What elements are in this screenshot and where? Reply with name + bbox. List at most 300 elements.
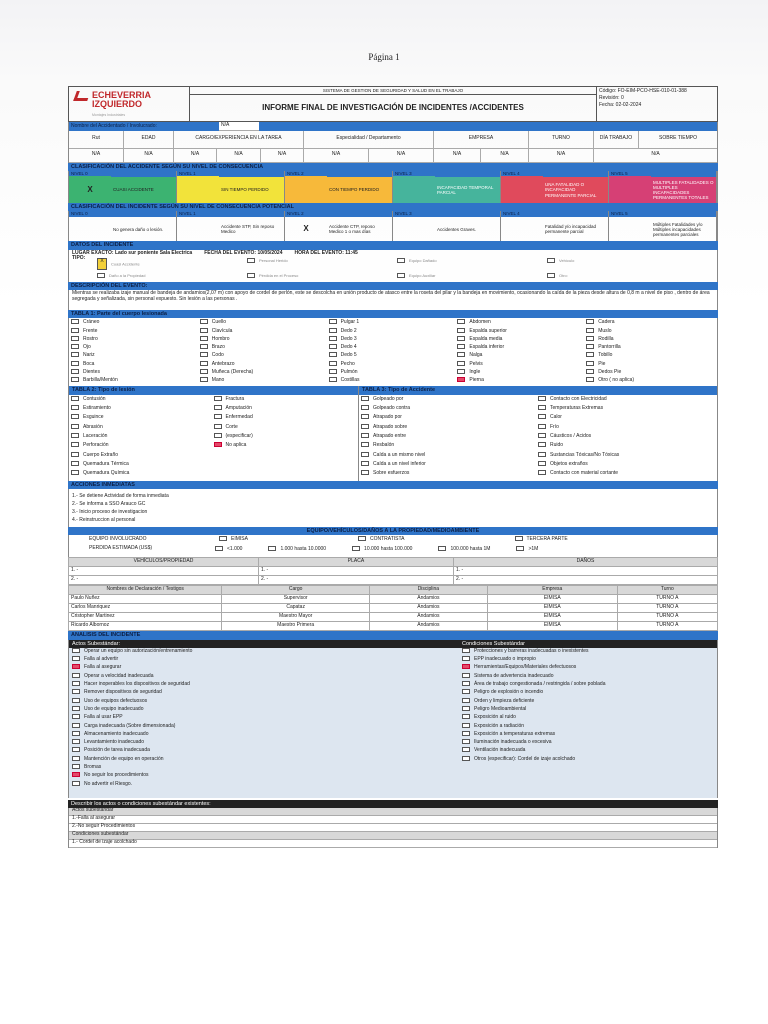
level-mark (501, 176, 543, 203)
list-item[interactable] (462, 664, 714, 672)
checkbox[interactable] (72, 706, 80, 711)
action-item: 2.- Se informa a SSO Arauco GC (72, 500, 146, 507)
check-item[interactable] (71, 461, 214, 469)
checkbox[interactable] (462, 689, 470, 694)
checkbox[interactable] (457, 369, 465, 374)
checkbox[interactable] (71, 470, 79, 475)
option-label: Pérdida en el Proceso (259, 272, 299, 278)
check-item[interactable] (71, 377, 200, 385)
checkbox[interactable] (361, 433, 369, 438)
list-item[interactable] (462, 673, 714, 681)
checkbox[interactable] (457, 352, 465, 357)
item-label: Dientes (83, 368, 100, 375)
checkbox[interactable] (586, 369, 594, 374)
list-item[interactable] (72, 772, 456, 780)
checkbox[interactable] (462, 656, 470, 661)
checkbox[interactable] (214, 414, 222, 419)
checkbox[interactable] (71, 433, 79, 438)
report-title: INFORME FINAL DE INVESTIGACIÓN DE INCIDENTES /ACCIDENTES (262, 103, 524, 113)
opt-tercera[interactable]: TERCERA PARTE (515, 536, 568, 543)
check-item[interactable] (200, 352, 329, 360)
checkbox[interactable] (361, 405, 369, 410)
checkbox[interactable] (247, 258, 255, 263)
opt-contratista[interactable]: CONTRATISTA (358, 536, 405, 543)
checkbox[interactable] (457, 319, 465, 324)
item-label: Uso de equipo inadecuado (84, 705, 144, 712)
check-item[interactable] (329, 377, 458, 385)
checkbox[interactable] (71, 352, 79, 357)
checkbox[interactable] (72, 698, 80, 703)
list-item[interactable] (462, 756, 714, 764)
check-item[interactable] (329, 369, 458, 377)
checkbox[interactable] (361, 452, 369, 457)
list-item[interactable] (72, 731, 456, 739)
loss-range-option[interactable] (352, 546, 412, 553)
check-item[interactable] (586, 377, 715, 385)
checkbox[interactable]: X (97, 258, 107, 270)
list-item[interactable] (462, 714, 714, 722)
checkbox[interactable] (462, 681, 470, 686)
list-item[interactable] (72, 681, 456, 689)
checkbox[interactable] (586, 336, 594, 341)
list-item[interactable] (462, 723, 714, 731)
check-item[interactable] (71, 424, 214, 432)
check-item[interactable] (538, 433, 715, 441)
loss-range-option[interactable] (268, 546, 326, 553)
level-block-2 (285, 171, 393, 203)
checkbox[interactable] (268, 546, 276, 551)
list-item[interactable] (72, 781, 456, 789)
check-item[interactable] (214, 442, 357, 450)
witness-header: Disciplina (369, 586, 487, 595)
check-item[interactable] (457, 377, 586, 385)
item-label: Caída a un nivel inferior (373, 460, 426, 467)
checkbox[interactable] (462, 756, 470, 761)
level-block-3 (393, 171, 501, 203)
checkbox[interactable] (329, 319, 337, 324)
list-item[interactable] (462, 698, 714, 706)
checkbox[interactable] (538, 424, 546, 429)
check-item[interactable] (538, 470, 715, 478)
checkbox[interactable] (72, 756, 80, 761)
checkbox[interactable] (214, 424, 222, 429)
hdr-especialidad: Especialidad / Departamento (304, 131, 434, 149)
checkbox[interactable] (71, 442, 79, 447)
item-label: Falla al advertir (84, 656, 119, 662)
checkbox[interactable] (214, 396, 222, 401)
checkbox[interactable] (586, 319, 594, 324)
checkbox[interactable] (215, 546, 223, 551)
check-item[interactable] (71, 361, 200, 369)
checkbox[interactable] (361, 396, 369, 401)
checkbox[interactable] (586, 377, 594, 382)
describe-row: 1.-Falla al asegurar (69, 816, 717, 824)
check-item[interactable] (71, 369, 200, 377)
level-label: NIVEL 0 (69, 211, 111, 216)
item-label: Uso de equipos defectuosos (84, 697, 148, 704)
list-item[interactable] (72, 747, 456, 755)
event-type-option[interactable] (97, 258, 247, 270)
real-level-row (68, 171, 718, 203)
check-item[interactable] (538, 461, 715, 469)
list-item[interactable] (72, 664, 456, 672)
checkbox[interactable] (329, 369, 337, 374)
check-item[interactable] (200, 344, 329, 352)
check-item[interactable] (329, 361, 458, 369)
check-item[interactable] (200, 361, 329, 369)
check-item[interactable] (71, 433, 214, 441)
checkbox[interactable] (71, 319, 79, 324)
level-label: NIVEL 5 (609, 171, 651, 176)
checkbox[interactable] (72, 781, 80, 786)
check-item[interactable] (361, 414, 538, 422)
checkbox[interactable] (358, 536, 366, 541)
checkbox[interactable] (214, 442, 222, 447)
checkbox[interactable] (72, 723, 80, 728)
checkbox[interactable] (457, 344, 465, 349)
list-item[interactable] (462, 739, 714, 747)
check-item[interactable] (329, 328, 458, 336)
checkbox[interactable] (538, 442, 546, 447)
checkbox[interactable] (586, 361, 594, 366)
check-item[interactable] (329, 352, 458, 360)
checkbox[interactable] (72, 731, 80, 736)
check-item[interactable] (361, 442, 538, 450)
checkbox[interactable] (462, 731, 470, 736)
list-item[interactable] (462, 706, 714, 714)
event-type-option[interactable] (397, 273, 547, 280)
checkbox[interactable] (214, 405, 222, 410)
check-item[interactable] (71, 414, 214, 422)
check-item[interactable] (586, 369, 715, 377)
checkbox[interactable] (72, 656, 80, 661)
checkbox[interactable] (462, 664, 470, 669)
checkbox[interactable] (462, 714, 470, 719)
level-cell (609, 211, 651, 241)
check-item[interactable] (457, 344, 586, 352)
list-item[interactable] (72, 723, 456, 731)
check-item[interactable] (329, 336, 458, 344)
checkbox[interactable] (516, 546, 524, 551)
checkbox[interactable] (538, 470, 546, 475)
item-label: Cuello (211, 319, 226, 326)
checkbox[interactable] (200, 352, 208, 357)
checkbox[interactable] (397, 273, 405, 278)
checkbox[interactable] (72, 764, 80, 769)
event-type-option[interactable] (247, 273, 397, 280)
checkbox[interactable] (361, 470, 369, 475)
checkbox[interactable] (586, 352, 594, 357)
check-item[interactable] (538, 414, 715, 422)
level-cell (69, 211, 111, 241)
check-item[interactable] (457, 369, 586, 377)
witness-cell: EIMISA (487, 604, 617, 613)
check-item[interactable] (71, 452, 214, 460)
check-item[interactable] (71, 470, 214, 478)
check-item[interactable] (361, 424, 538, 432)
option-label: Equipo Auxiliar (409, 272, 436, 278)
loss-range-option[interactable] (438, 546, 490, 553)
level-cell (177, 171, 219, 203)
checkbox[interactable] (462, 706, 470, 711)
checkbox[interactable] (457, 336, 465, 341)
check-item[interactable] (586, 352, 715, 360)
list-item[interactable] (462, 656, 714, 664)
check-item (214, 470, 357, 478)
level-block-4 (501, 211, 609, 241)
item-label: Atrapado por (373, 414, 402, 421)
item-label: Enfermedad (225, 414, 253, 421)
lesion-grid (69, 395, 358, 481)
checkbox[interactable] (462, 747, 470, 752)
hdr-rut: Rut (69, 131, 124, 149)
event-type-option[interactable] (247, 258, 397, 270)
checkbox[interactable] (71, 461, 79, 466)
list-item[interactable] (462, 731, 714, 739)
checkbox[interactable] (71, 336, 79, 341)
list-item[interactable] (72, 673, 456, 681)
checkbox[interactable] (329, 377, 337, 382)
level-cell (177, 211, 219, 241)
checkbox[interactable] (457, 377, 465, 382)
checkbox[interactable] (71, 369, 79, 374)
checkbox[interactable] (72, 747, 80, 752)
list-item[interactable] (72, 689, 456, 697)
check-item[interactable] (71, 405, 214, 413)
checkbox[interactable] (457, 328, 465, 333)
checkbox[interactable] (200, 336, 208, 341)
checkbox[interactable] (71, 414, 79, 419)
event-type-option[interactable] (97, 273, 247, 280)
action-item: 4.- Reinstruccion al personal (72, 516, 136, 523)
check-item[interactable] (214, 424, 357, 432)
checkbox[interactable] (72, 664, 80, 669)
witness-cell: Maestro Primera (222, 622, 370, 631)
level-desc-text: SIN TIEMPO PERDIDO (221, 187, 269, 193)
checkbox[interactable] (72, 714, 80, 719)
check-item[interactable] (538, 405, 715, 413)
acts-list (69, 648, 459, 789)
person-headers (68, 131, 718, 149)
level-desc (435, 171, 500, 203)
action-item: 3.- Inicio proceso de investigacion (72, 508, 148, 515)
checkbox[interactable] (329, 352, 337, 357)
checkbox[interactable] (71, 396, 79, 401)
check-item[interactable] (214, 433, 357, 441)
list-item[interactable] (72, 706, 456, 714)
check-item[interactable] (586, 319, 715, 327)
checkbox[interactable] (219, 536, 227, 541)
checkbox[interactable] (71, 452, 79, 457)
check-item[interactable] (538, 424, 715, 432)
checkbox[interactable] (586, 328, 594, 333)
checkbox[interactable] (72, 689, 80, 694)
check-item[interactable] (71, 442, 214, 450)
acts-block (69, 640, 459, 798)
check-item[interactable] (71, 344, 200, 352)
checkbox[interactable] (397, 258, 405, 263)
check-item[interactable] (200, 336, 329, 344)
checkbox[interactable] (586, 344, 594, 349)
check-item[interactable] (71, 319, 200, 327)
checkbox[interactable] (200, 328, 208, 333)
checkbox[interactable] (538, 461, 546, 466)
checkbox[interactable] (214, 433, 222, 438)
checkbox[interactable] (329, 361, 337, 366)
val-cargo-1: N/A (174, 149, 217, 163)
list-item[interactable] (72, 656, 456, 664)
checkbox[interactable] (71, 344, 79, 349)
checkbox[interactable] (200, 377, 208, 382)
loss-label: PERDIDA ESTIMADA (US$) (89, 545, 153, 552)
item-label: Peligro de explosión o incendio (474, 689, 544, 696)
check-item[interactable] (457, 352, 586, 360)
check-item[interactable] (457, 328, 586, 336)
witness-cell: EIMISA (487, 613, 617, 622)
checkbox[interactable] (457, 361, 465, 366)
check-item[interactable] (71, 396, 214, 404)
loss-range-option[interactable] (215, 546, 242, 553)
check-item[interactable] (214, 414, 357, 422)
val-cargo-3: N/A (261, 149, 304, 163)
check-item[interactable] (200, 328, 329, 336)
level-desc (219, 171, 284, 203)
item-label: Sustancias Tóxicas/No Tóxicas (550, 451, 620, 458)
item-label: Frente (83, 327, 98, 334)
level-mark (177, 217, 219, 242)
check-item[interactable] (586, 336, 715, 344)
checkbox[interactable] (462, 723, 470, 728)
checkbox[interactable] (200, 369, 208, 374)
list-item[interactable] (462, 689, 714, 697)
checkbox[interactable] (547, 258, 555, 263)
checkbox[interactable] (71, 377, 79, 382)
witness-cell: Supervisor (222, 595, 370, 604)
checkbox[interactable] (538, 433, 546, 438)
check-item[interactable] (214, 396, 357, 404)
checkbox[interactable] (329, 328, 337, 333)
checkbox[interactable] (361, 414, 369, 419)
doc-revision: Revisión: 0 (599, 95, 624, 101)
checkbox[interactable] (200, 361, 208, 366)
event-type-option[interactable] (547, 258, 697, 270)
list-item[interactable] (462, 747, 714, 755)
list-item[interactable] (72, 714, 456, 722)
item-label: Pierna (469, 377, 484, 383)
check-item[interactable] (361, 452, 538, 460)
loss-ranges (89, 546, 697, 553)
loss-range-option[interactable] (516, 546, 538, 553)
checkbox[interactable] (361, 424, 369, 429)
checkbox[interactable] (71, 328, 79, 333)
checkbox[interactable] (72, 772, 80, 777)
checkbox[interactable] (547, 273, 555, 278)
list-item[interactable] (72, 756, 456, 764)
check-item[interactable] (361, 396, 538, 404)
checkbox[interactable] (72, 681, 80, 686)
checkbox[interactable] (462, 673, 470, 678)
check-item[interactable] (71, 352, 200, 360)
checkbox[interactable] (462, 739, 470, 744)
checkbox[interactable] (462, 698, 470, 703)
opt-eimisa[interactable]: EIMISA (219, 536, 248, 543)
checkbox[interactable] (538, 396, 546, 401)
level-label: NIVEL 2 (285, 211, 327, 216)
list-item[interactable] (72, 648, 456, 656)
check-item[interactable] (586, 361, 715, 369)
checkbox[interactable] (71, 424, 79, 429)
check-item[interactable] (361, 461, 538, 469)
page-number: Página 1 (368, 52, 400, 62)
check-item[interactable] (361, 405, 538, 413)
checkbox[interactable] (200, 319, 208, 324)
checkbox[interactable] (515, 536, 523, 541)
check-item[interactable] (457, 361, 586, 369)
check-item[interactable] (457, 319, 586, 327)
checkbox[interactable] (538, 414, 546, 419)
item-label: Otro ( no aplica) (598, 377, 635, 383)
check-item[interactable] (538, 442, 715, 450)
checkbox[interactable] (438, 546, 446, 551)
event-type-option[interactable] (547, 273, 697, 280)
list-item[interactable] (72, 739, 456, 747)
check-item[interactable] (71, 328, 200, 336)
checkbox[interactable] (538, 452, 546, 457)
level-block-0 (69, 211, 177, 241)
checkbox[interactable] (462, 648, 470, 653)
check-item[interactable] (329, 344, 458, 352)
check-item[interactable] (214, 405, 357, 413)
check-item[interactable] (538, 396, 715, 404)
check-item[interactable] (361, 470, 538, 478)
checkbox[interactable] (329, 344, 337, 349)
check-item[interactable] (361, 433, 538, 441)
checkbox[interactable] (538, 405, 546, 410)
describe-row: Actos subestándar (69, 808, 717, 816)
damage-header: DAÑOS (454, 558, 718, 567)
checkbox[interactable] (72, 673, 80, 678)
list-item[interactable] (462, 681, 714, 689)
check-item[interactable] (200, 319, 329, 327)
checkbox[interactable] (200, 344, 208, 349)
check-item[interactable] (200, 377, 329, 385)
event-type-option[interactable] (397, 258, 547, 270)
checkbox[interactable] (247, 273, 255, 278)
checkbox[interactable] (352, 546, 360, 551)
accident-table-title: TABLA 3: Tipo de Accidente (359, 386, 717, 394)
checkbox[interactable] (72, 648, 80, 653)
checkbox[interactable] (72, 739, 80, 744)
checkbox[interactable] (361, 442, 369, 447)
checkbox[interactable] (329, 336, 337, 341)
list-item[interactable] (462, 648, 714, 656)
checkbox[interactable] (361, 461, 369, 466)
check-item[interactable] (457, 336, 586, 344)
report-sheet (68, 86, 718, 848)
check-item[interactable] (538, 452, 715, 460)
checkbox[interactable] (97, 273, 105, 278)
check-item[interactable] (329, 319, 458, 327)
check-item[interactable] (200, 369, 329, 377)
check-item[interactable] (71, 336, 200, 344)
check-item[interactable] (586, 344, 715, 352)
list-item[interactable] (72, 764, 456, 772)
checkbox[interactable] (71, 405, 79, 410)
list-item[interactable] (72, 698, 456, 706)
checkbox[interactable] (71, 361, 79, 366)
person-values (68, 149, 718, 163)
check-item[interactable] (586, 328, 715, 336)
